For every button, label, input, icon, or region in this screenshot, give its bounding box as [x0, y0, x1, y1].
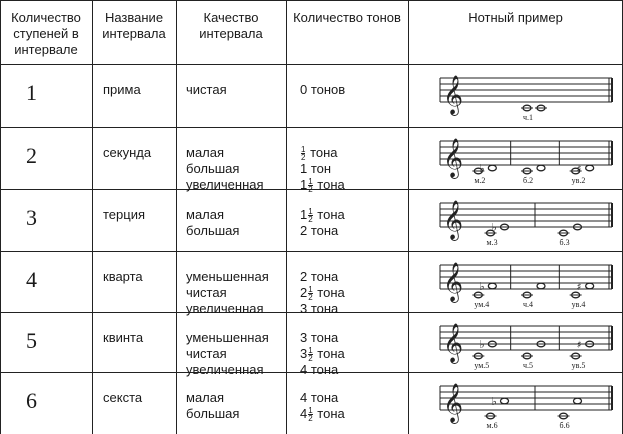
interval-quality: чистая [186, 346, 227, 361]
interval-quality: чистая [186, 285, 227, 300]
sharp-icon: ♯ [576, 340, 582, 351]
fraction-numerator: 1 [308, 346, 313, 356]
tone-whole: 3 тона [300, 330, 339, 345]
interval-label: б.2 [523, 176, 534, 185]
fraction-denominator: 2 [308, 185, 313, 195]
tone-whole: 1 [300, 177, 308, 193]
fraction-denominator: 2 [301, 153, 306, 163]
interval-name: квинта [103, 330, 144, 345]
tone-whole: 0 тонов [300, 82, 346, 97]
tone-suffix: тона [313, 177, 345, 193]
fraction-denominator: 2 [308, 215, 313, 225]
fraction-numerator: 1 [308, 207, 313, 217]
interval-label: ум.5 [474, 361, 490, 370]
tone-whole: 2 тона [300, 269, 339, 284]
tone-suffix: тона [306, 145, 338, 160]
treble-clef-icon: 𝄞 [443, 323, 464, 363]
interval-quality: большая [186, 406, 240, 421]
tone-suffix: тона [313, 207, 345, 222]
flat-icon: ♭ [479, 338, 485, 351]
interval-quality: большая [186, 161, 240, 176]
interval-quality: увеличенная [186, 177, 264, 192]
interval-label: м.2 [474, 176, 486, 185]
fraction-numerator: 1 [301, 145, 306, 155]
tone-whole: 3 [300, 346, 308, 361]
header-tones-text: Количество тонов [293, 10, 401, 25]
treble-clef-icon: 𝄞 [443, 138, 464, 178]
interval-quality: малая [186, 390, 225, 405]
sharp-icon: ♯ [576, 164, 582, 175]
interval-quality: малая [186, 145, 225, 160]
header-name-text: Название интервала [102, 10, 166, 41]
fraction-numerator: 1 [308, 406, 313, 416]
interval-label: ув.2 [571, 176, 586, 185]
interval-name: прима [103, 82, 141, 97]
flat-icon: ♭ [479, 162, 485, 175]
tone-suffix: тона [313, 406, 345, 421]
tone-whole: 1 [300, 207, 308, 222]
interval-name: секста [103, 390, 143, 405]
tone-whole: 4 [300, 406, 308, 421]
interval-label: ч.1 [523, 113, 534, 122]
tone-suffix: тона [313, 285, 345, 300]
treble-clef-icon: 𝄞 [443, 383, 464, 423]
tone-suffix: тона [313, 346, 345, 361]
interval-label: ч.4 [523, 300, 534, 309]
interval-quality: уменьшенная [186, 269, 269, 284]
treble-clef-icon: 𝄞 [443, 75, 464, 115]
fraction-denominator: 2 [308, 414, 313, 424]
header-quality-text: Качество интервала [199, 10, 263, 41]
treble-clef-icon: 𝄞 [443, 200, 464, 240]
flat-icon: ♭ [491, 395, 497, 408]
tone-whole: 2 [300, 285, 308, 300]
tone-whole: 2 тона [300, 223, 339, 239]
flat-icon: ♭ [479, 280, 485, 293]
interval-degree-number: 4 [26, 267, 37, 292]
interval-degree-number: 5 [26, 328, 37, 353]
tone-whole: 4 тона [300, 362, 339, 378]
fraction-denominator: 2 [308, 354, 313, 364]
interval-quality: большая [186, 223, 240, 238]
interval-label: б.6 [559, 421, 570, 430]
flat-icon: ♭ [491, 221, 497, 234]
interval-label: б.3 [559, 238, 570, 247]
interval-degree-number: 2 [26, 143, 37, 168]
interval-quality: уменьшенная [186, 330, 269, 345]
interval-label: м.3 [486, 238, 498, 247]
fraction-denominator: 2 [308, 293, 313, 303]
whole-note-icon [574, 398, 582, 404]
whole-note-icon [501, 398, 509, 404]
interval-label: ч.5 [523, 361, 534, 370]
tone-whole: 4 тона [300, 390, 339, 405]
interval-label: м.6 [486, 421, 498, 430]
sharp-icon: ♯ [576, 282, 582, 293]
interval-quality: увеличенная [186, 362, 264, 377]
interval-degree-number: 3 [26, 205, 37, 230]
header-degrees-text: Количество ступеней в интервале [11, 10, 81, 57]
tone-whole: 1 тон [300, 161, 332, 177]
interval-name: терция [103, 207, 146, 222]
interval-degree-number: 6 [26, 388, 37, 413]
interval-label: ув.5 [571, 361, 586, 370]
interval-label: ум.4 [474, 300, 490, 309]
interval-label: ув.4 [571, 300, 586, 309]
header-example-text: Нотный пример [468, 10, 563, 25]
interval-quality: увеличенная [186, 301, 264, 316]
fraction-numerator: 1 [308, 285, 313, 295]
treble-clef-icon: 𝄞 [443, 262, 464, 302]
fraction-numerator: 1 [308, 177, 313, 187]
tone-whole: 3 тона [300, 301, 339, 317]
interval-quality: малая [186, 207, 225, 222]
interval-name: секунда [103, 145, 152, 160]
interval-quality: чистая [186, 82, 227, 97]
interval-degree-number: 1 [26, 80, 37, 105]
interval-name: кварта [103, 269, 143, 284]
